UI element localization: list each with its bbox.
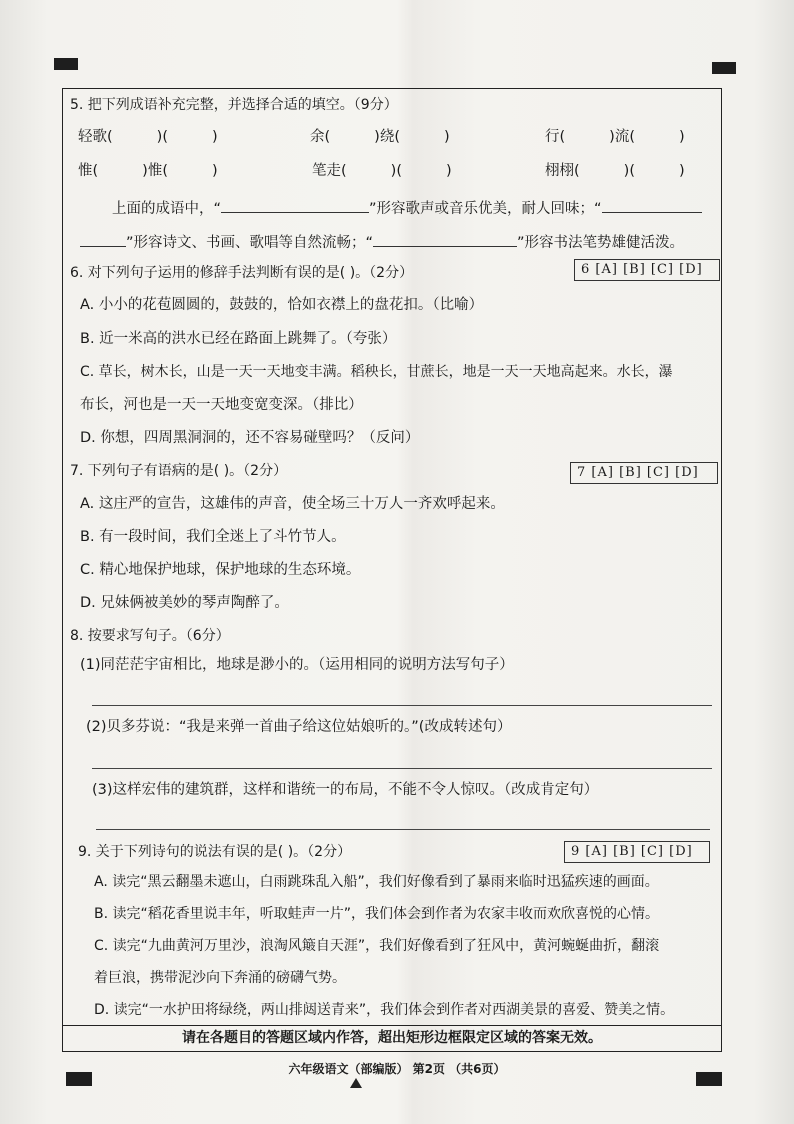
- q7-option-b: B. 有一段时间，我们全迷上了斗竹节人。: [80, 529, 346, 545]
- q7-answer-box[interactable]: 7 [A] [B] [C] [D]: [570, 462, 718, 484]
- q5-blank-2[interactable]: [602, 198, 702, 213]
- q7-option-c: C. 精心地保护地球，保护地球的生态环境。: [80, 562, 361, 578]
- q9-option-a: A. 读完“黑云翻墨未遮山，白雨跳珠乱入船”，我们好像看到了暴雨来临时迅猛疾速的画面。: [94, 874, 659, 890]
- q6-option-a: A. 小小的花苞圆圆的，鼓鼓的，恰如衣襟上的盘花扣。（比喻）: [80, 297, 484, 313]
- q5-sentence-line1: 上面的成语中，“ ”形容歌声或音乐优美，耐人回味；“: [112, 198, 702, 218]
- answer-region-notice: 请在各题目的答题区域内作答，超出矩形边框限定区域的答案无效。: [62, 1026, 722, 1052]
- q5-blank-1[interactable]: [221, 198, 369, 213]
- q5-blank-3[interactable]: [373, 232, 517, 247]
- q9-option-c-cont: 着巨浪，携带泥沙向下奔涌的磅礴气势。: [94, 970, 346, 986]
- q5-idiom-row1-1: 轻歌( )( ): [78, 129, 218, 145]
- corner-marker-top-left: [54, 58, 78, 70]
- q8-item-2: (2)贝多芬说：“我是来弹一首曲子给这位姑娘听的。”(改成转述句）: [86, 719, 512, 735]
- q9-option-b: B. 读完“稻花香里说丰年，听取蛙声一片”，我们体会到作者为农家丰收而欢欣喜悦的心情。: [94, 906, 660, 922]
- q7-title: 7. 下列句子有语病的是( )。（2分）: [70, 463, 288, 479]
- q9-option-c: C. 读完“九曲黄河万里沙，浪淘风簸自天涯”，我们好像看到了狂风中，黄河蜿蜒曲折，翻滚: [94, 938, 660, 954]
- q9-title: 9. 关于下列诗句的说法有误的是( )。（2分）: [78, 844, 352, 860]
- q6-option-c: C. 草长，树木长，山是一天一天地变丰满。稻秧长，甘蔗长，地是一天一天地高起来。水长，瀑: [80, 364, 673, 380]
- q5-sentence-line2: ”形容诗文、书画、歌唱等自然流畅；“ ”形容书法笔势雄健活泼。: [80, 232, 684, 252]
- q9-option-d: D. 读完“一水护田将绿绕，两山排闼送青来”，我们体会到作者对西湖美景的喜爱、赞美之情。: [94, 1002, 675, 1018]
- q5-title: 5. 把下列成语补充完整，并选择合适的填空。（9分）: [70, 97, 398, 113]
- q6-option-d: D. 你想，四周黑洞洞的，还不容易碰壁吗？（反问）: [80, 430, 420, 446]
- q8-answer-line-3[interactable]: [96, 829, 710, 830]
- q8-item-1: (1)同茫茫宇宙相比，地球是渺小的。（运用相同的说明方法写句子）: [80, 657, 514, 673]
- q6-option-b: B. 近一米高的洪水已经在路面上跳舞了。（夸张）: [80, 331, 397, 347]
- q5-idiom-row2-2: 笔走( )( ): [312, 163, 452, 179]
- page-footer: 六年级语文（部编版） 第2页 （共6页）: [288, 1062, 506, 1076]
- q6-title: 6. 对下列句子运用的修辞手法判断有误的是( )。（2分）: [70, 265, 414, 281]
- q5-idiom-row2-1: 惟( )惟( ): [78, 163, 218, 179]
- q8-item-3: (3)这样宏伟的建筑群，这样和谐统一的布局，不能不令人惊叹。（改成肯定句）: [92, 782, 599, 798]
- corner-marker-top-right: [712, 62, 736, 74]
- q7-option-a: A. 这庄严的宣告，这雄伟的声音，使全场三十万人一齐欢呼起来。: [80, 496, 505, 512]
- q6-answer-box[interactable]: 6 [A] [B] [C] [D]: [574, 259, 720, 281]
- q9-answer-box[interactable]: 9 [A] [B] [C] [D]: [564, 841, 710, 863]
- q7-option-d: D. 兄妹俩被美妙的琴声陶醉了。: [80, 595, 289, 611]
- q8-answer-line-1[interactable]: [92, 705, 712, 706]
- q5-idiom-row2-3: 栩栩( )( ): [545, 163, 685, 179]
- q5-idiom-row1-3: 行( )流( ): [545, 129, 685, 145]
- q5-blank-2-cont[interactable]: [80, 232, 126, 247]
- q5-idiom-row1-2: 余( )绕( ): [310, 129, 450, 145]
- q8-answer-line-2[interactable]: [92, 768, 712, 769]
- q6-option-c-cont: 布长，河也是一天一天地变宽变深。（排比）: [80, 397, 363, 413]
- triangle-marker-icon: [350, 1078, 362, 1088]
- q8-title: 8. 按要求写句子。（6分）: [70, 628, 230, 644]
